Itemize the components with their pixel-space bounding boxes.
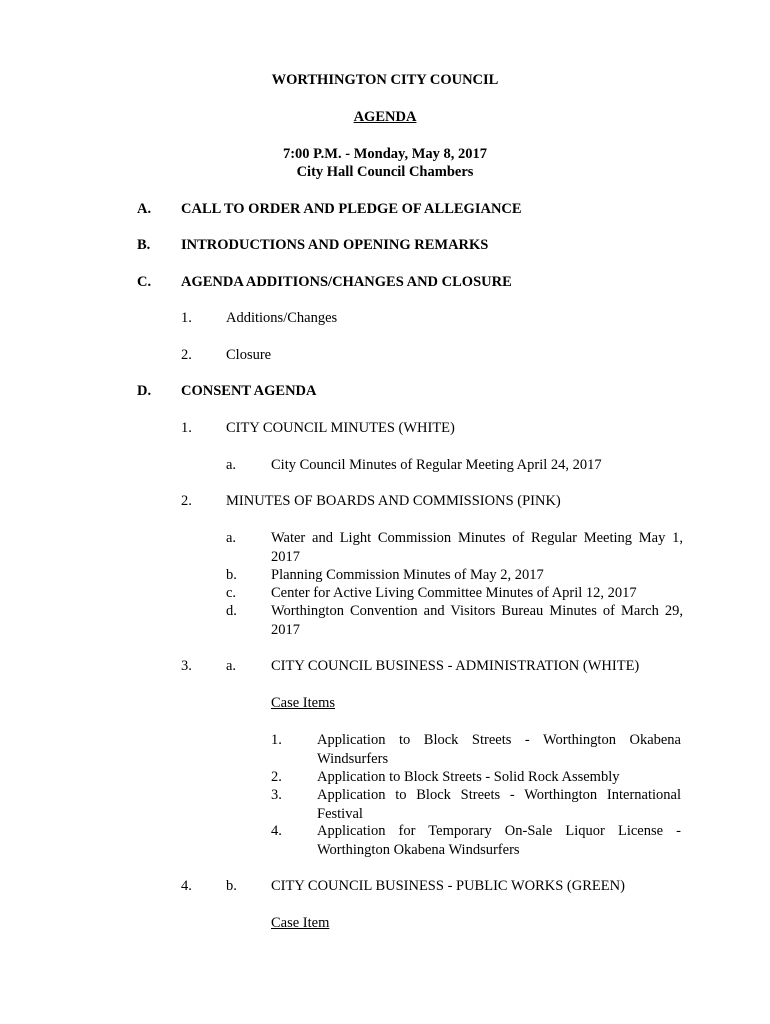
case-item-num: 1.: [271, 732, 282, 748]
case-item-text: Application to Block Streets - Worthington Okabena Windsurfers: [317, 732, 681, 767]
case-items-label: Case Items: [271, 695, 336, 711]
sub-item-text: Planning Commission Minutes of May 2, 2017: [271, 567, 544, 583]
c-item-num: 2.: [181, 347, 192, 363]
case-item-text: Application for Temporary On-Sale Liquor License - Worthington Okabena Windsurfers: [317, 823, 681, 858]
case-item-num: 4.: [271, 823, 282, 839]
case-item-num: 2.: [271, 769, 282, 785]
section-d-title: CONSENT AGENDA: [181, 383, 317, 399]
d-item-letter: a.: [226, 658, 237, 674]
c-item-text: Additions/Changes: [226, 310, 338, 326]
sub-item-letter: a.: [226, 457, 237, 473]
sub-item-letter: a.: [226, 530, 237, 546]
case-item-num: 3.: [271, 787, 282, 803]
sub-item-text: Center for Active Living Committee Minutes of April 12, 2017: [271, 585, 637, 601]
d-item-num: 1.: [181, 420, 192, 436]
c-item-text: Closure: [226, 347, 272, 363]
section-c-letter: C.: [137, 274, 152, 290]
d-item-text: CITY COUNCIL BUSINESS - PUBLIC WORKS (GREEN): [271, 878, 625, 894]
sub-item-letter: d.: [226, 603, 237, 619]
sub-item-letter: c.: [226, 585, 237, 601]
sub-item-letter: b.: [226, 567, 237, 583]
d-item-num: 2.: [181, 493, 192, 509]
case-item-text: Application to Block Streets - Worthington International Festival: [317, 787, 681, 822]
c-item-num: 1.: [181, 310, 192, 326]
section-a-letter: A.: [137, 201, 152, 217]
case-item-text: Application to Block Streets - Solid Rock Assembly: [317, 769, 620, 785]
d-item-text: CITY COUNCIL BUSINESS - ADMINISTRATION (WHITE): [271, 658, 640, 674]
meeting-datetime: 7:00 P.M. - Monday, May 8, 2017: [282, 146, 488, 162]
meeting-location: City Hall Council Chambers: [296, 164, 474, 180]
agenda-heading: AGENDA: [353, 109, 417, 125]
d-item-letter: b.: [226, 878, 237, 894]
d-item-text: CITY COUNCIL MINUTES (WHITE): [226, 420, 455, 436]
d-item-num: 4.: [181, 878, 192, 894]
sub-item-text: Worthington Convention and Visitors Bureau Minutes of March 29, 2017: [271, 603, 683, 638]
case-item-label: Case Item: [271, 915, 330, 931]
sub-item-text: Water and Light Commission Minutes of Regular Meeting May 1, 2017: [271, 530, 683, 565]
section-a-title: CALL TO ORDER AND PLEDGE OF ALLEGIANCE: [181, 201, 522, 217]
council-title: WORTHINGTON CITY COUNCIL: [271, 72, 499, 88]
sub-item-text: City Council Minutes of Regular Meeting April 24, 2017: [271, 457, 602, 473]
section-c-title: AGENDA ADDITIONS/CHANGES AND CLOSURE: [181, 274, 512, 290]
d-item-num: 3.: [181, 658, 192, 674]
section-b-title: INTRODUCTIONS AND OPENING REMARKS: [181, 237, 489, 253]
section-b-letter: B.: [137, 237, 151, 253]
d-item-text: MINUTES OF BOARDS AND COMMISSIONS (PINK): [226, 493, 561, 509]
section-d-letter: D.: [137, 383, 152, 399]
